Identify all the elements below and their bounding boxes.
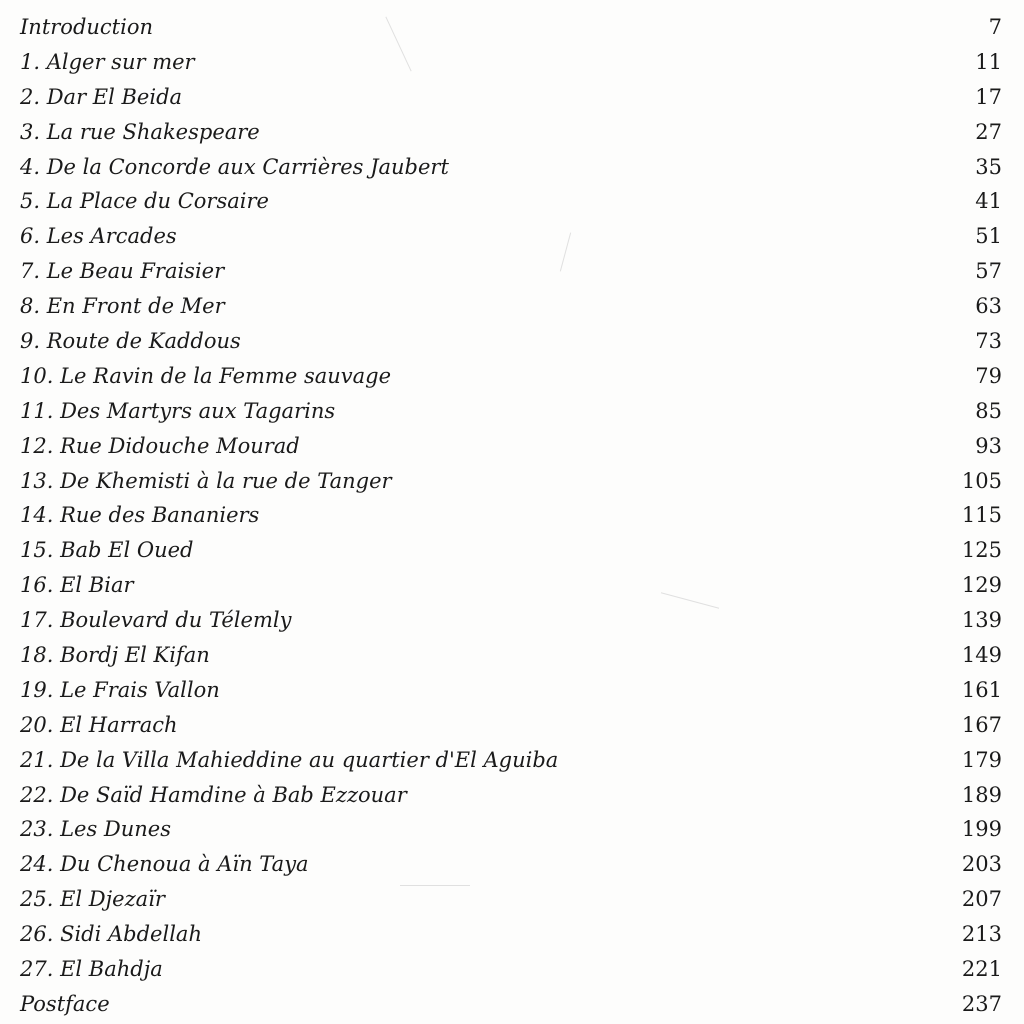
- toc-entry-title: 10. Le Ravin de la Femme sauvage: [20, 363, 392, 388]
- toc-entry: [20, 708, 1002, 743]
- toc-entry: [20, 184, 1002, 219]
- toc-entry-title: 11. Des Martyrs aux Tagarins: [20, 398, 336, 423]
- toc-entry-title: 2. Dar El Beida: [20, 84, 183, 109]
- toc-entry-page-number: 129: [961, 573, 1002, 598]
- toc-entry: [20, 394, 1002, 429]
- toc-entry-title: 16. El Biar: [20, 573, 134, 598]
- toc-entry-title: Introduction: [20, 15, 153, 39]
- toc-entry-title: 4. De la Concorde aux Carrières Jaubert: [20, 154, 449, 179]
- toc-entry-page-number: 167: [961, 712, 1002, 737]
- toc-entry-title: 18. Bordj El Kifan: [20, 643, 210, 668]
- toc-entry: [20, 533, 1002, 568]
- toc-entry-title: 25. El Djezaïr: [20, 887, 165, 912]
- toc-entry: [20, 359, 1002, 394]
- toc-entry-page-number: 41: [975, 189, 1002, 214]
- toc-entry-title: 22. De Saïd Hamdine à Bab Ezzouar: [20, 782, 407, 807]
- toc-entry-page-number: 189: [961, 782, 1002, 807]
- toc-entry: [20, 150, 1002, 185]
- toc-entry: [20, 743, 1002, 778]
- toc-entry: [20, 673, 1002, 708]
- toc-entry: [20, 115, 1002, 150]
- toc-entry-title: 8. En Front de Mer: [20, 294, 225, 319]
- toc-entry-page-number: 221: [961, 957, 1002, 982]
- toc-entry-page-number: 125: [961, 538, 1002, 563]
- toc-entry-page-number: 11: [975, 49, 1002, 74]
- toc-entry: [20, 80, 1002, 115]
- toc-entry: [20, 847, 1002, 882]
- toc-entry: [20, 429, 1002, 464]
- toc-entry-title: 1. Alger sur mer: [20, 49, 195, 74]
- toc-entry-title: 24. Du Chenoua à Aïn Taya: [20, 852, 309, 877]
- toc-entry-page-number: 199: [961, 817, 1002, 842]
- toc-entry-page-number: 139: [961, 608, 1002, 633]
- toc-entry: [20, 812, 1002, 847]
- toc-entry: [20, 219, 1002, 254]
- toc-entry-page-number: 207: [961, 887, 1002, 912]
- toc-entry-title: 6. Les Arcades: [20, 224, 177, 249]
- toc-entry-page-number: 161: [961, 677, 1002, 702]
- toc-entry: [20, 882, 1002, 917]
- toc-entry-title: 15. Bab El Oued: [20, 538, 194, 563]
- toc-entry-page-number: 237: [961, 991, 1002, 1016]
- toc-entry-page-number: 93: [975, 433, 1002, 458]
- toc-entry-page-number: 51: [975, 224, 1002, 249]
- toc-entry-page-number: 85: [975, 398, 1002, 423]
- toc-entry-title: 7. Le Beau Fraisier: [20, 259, 225, 284]
- toc-entry-page-number: 17: [975, 84, 1002, 109]
- toc-entry-page-number: 73: [975, 329, 1002, 354]
- toc-entry-page-number: 63: [975, 294, 1002, 319]
- toc-entry: [20, 45, 1002, 80]
- toc-entry-title: 26. Sidi Abdellah: [20, 922, 202, 947]
- toc-entry: [20, 498, 1002, 533]
- toc-entry-title: 19. Le Frais Vallon: [20, 677, 220, 702]
- toc-entry-page-number: 57: [975, 259, 1002, 284]
- toc-entry-page-number: 213: [961, 922, 1002, 947]
- toc-entry: [20, 638, 1002, 673]
- toc-entry: [20, 987, 1002, 1022]
- toc-entry: [20, 568, 1002, 603]
- toc-entry-title: 20. El Harrach: [20, 712, 178, 737]
- toc-entry-page-number: 149: [961, 643, 1002, 668]
- toc-entry-page-number: 27: [975, 119, 1002, 144]
- toc-entry: [20, 289, 1002, 324]
- toc-entry: [20, 952, 1002, 987]
- toc-entry-title: 13. De Khemisti à la rue de Tanger: [20, 468, 392, 493]
- toc-entry: [20, 10, 1002, 45]
- table-of-contents: [20, 10, 1002, 1022]
- toc-entry-page-number: 79: [975, 363, 1002, 388]
- toc-entry-page-number: 35: [975, 154, 1002, 179]
- toc-entry: [20, 603, 1002, 638]
- toc-entry: [20, 464, 1002, 499]
- toc-entry: [20, 324, 1002, 359]
- toc-entry-title: Postface: [20, 991, 110, 1016]
- toc-entry-page-number: 105: [961, 468, 1002, 493]
- toc-entry-title: 14. Rue des Bananiers: [20, 503, 260, 528]
- toc-entry-title: 23. Les Dunes: [20, 817, 171, 842]
- toc-entry: [20, 917, 1002, 952]
- toc-entry-title: 12. Rue Didouche Mourad: [20, 433, 300, 458]
- toc-entry-title: 3. La rue Shakespeare: [20, 119, 260, 144]
- toc-entry-page-number: 115: [961, 503, 1002, 528]
- toc-entry-title: 27. El Bahdja: [20, 957, 163, 982]
- toc-entry-page-number: 203: [961, 852, 1002, 877]
- toc-entry: [20, 778, 1002, 813]
- toc-entry-title: 17. Boulevard du Télemly: [20, 608, 292, 633]
- toc-entry-title: 9. Route de Kaddous: [20, 329, 241, 354]
- toc-entry-title: 5. La Place du Corsaire: [20, 189, 269, 214]
- toc-entry-page-number: 179: [961, 747, 1002, 772]
- toc-entry: [20, 254, 1002, 289]
- toc-entry-page-number: 7: [988, 15, 1002, 39]
- toc-entry-title: 21. De la Villa Mahieddine au quartier d'El Aguiba: [20, 747, 559, 772]
